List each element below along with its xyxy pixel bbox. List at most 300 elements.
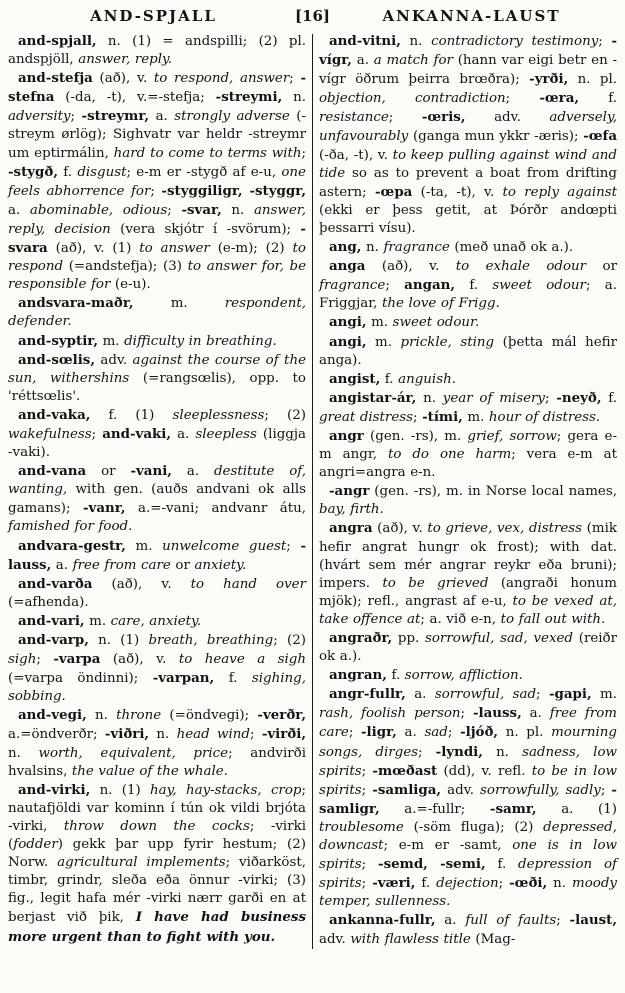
- text-run: angistar-ár,: [329, 389, 417, 406]
- text-run: and-varp,: [18, 632, 89, 648]
- text-run: angra: [329, 520, 373, 537]
- text-run: a. (1): [536, 801, 617, 817]
- text-run: sweet odour: [492, 278, 586, 294]
- text-run: ;: [301, 145, 306, 161]
- column-divider: [312, 34, 313, 949]
- dictionary-entry: [319, 427, 617, 482]
- text-run: and-virki,: [18, 781, 91, 798]
- text-run: a.: [396, 725, 425, 741]
- text-run: angi,: [329, 333, 367, 350]
- dictionary-entry: [8, 612, 306, 631]
- text-run: rash, foolish person: [319, 706, 461, 722]
- text-run: -væri,: [372, 875, 416, 892]
- text-run: ;: [498, 876, 510, 892]
- text-run: sleepless: [195, 426, 257, 442]
- text-run: dejection: [436, 876, 499, 892]
- text-run: -samligr,: [319, 781, 617, 817]
- text-run: n. (1) = andspilli; (2) pl. andspjöll,: [8, 34, 306, 68]
- text-run: unwelcome guest: [162, 538, 287, 554]
- text-run: the value of the whale.: [71, 763, 228, 779]
- text-run: fodder: [13, 837, 58, 853]
- text-run: ;: [150, 183, 162, 199]
- text-run: to heave a sigh: [178, 652, 307, 668]
- text-run: n.: [482, 744, 523, 760]
- text-run: troublesome: [319, 819, 404, 835]
- dictionary-entry: [8, 781, 306, 947]
- text-run: -stygð,: [8, 163, 59, 180]
- text-run: free from care: [319, 706, 617, 741]
- text-run: against the course of the sun, withershins: [8, 352, 306, 386]
- header-right-guideword: ANKANNA-LAUST: [382, 7, 561, 25]
- text-run: adv.: [441, 782, 481, 798]
- text-run: ;: [556, 913, 570, 929]
- text-run: or: [86, 464, 131, 480]
- text-run: -œði,: [509, 875, 548, 892]
- text-run: n.: [361, 240, 384, 256]
- text-run: -samliga,: [372, 781, 442, 798]
- text-run: f.: [214, 671, 252, 687]
- text-run: ;: [361, 876, 373, 892]
- text-run: and-stefja: [18, 70, 93, 87]
- text-run: care, anxiety.: [110, 613, 202, 629]
- text-run: sad: [424, 725, 448, 741]
- text-run: (þetta mál hefir anga).: [319, 334, 617, 368]
- text-run: ;: [91, 426, 103, 442]
- text-run: with flawless title: [350, 931, 471, 947]
- column-left: [8, 32, 306, 949]
- text-run: and-syptir,: [18, 332, 99, 349]
- text-run: -semd, -semi,: [378, 856, 486, 873]
- text-run: resistance: [319, 110, 389, 126]
- text-run: (að), v.: [365, 259, 456, 275]
- text-run: (=andstefja); (3): [63, 259, 188, 275]
- text-run: ;: [286, 538, 301, 554]
- text-run: a.: [405, 687, 435, 703]
- text-run: anga: [329, 258, 366, 275]
- text-run: with gen. (auðs andvani ok alls gamans);: [8, 482, 306, 517]
- text-run: a.=öndverðr;: [8, 727, 105, 743]
- dictionary-entry: [319, 911, 617, 948]
- text-run: m.: [125, 538, 163, 554]
- text-run: (gen. -rs), m.: [363, 428, 468, 444]
- text-run: adversity: [8, 109, 71, 125]
- text-run: and-vaka,: [18, 406, 91, 423]
- text-run: ;: [361, 857, 379, 873]
- text-run: -œfa: [583, 128, 617, 145]
- text-run: fragrance: [383, 240, 450, 256]
- text-run: ;: [289, 71, 301, 87]
- text-run: a.: [171, 464, 214, 480]
- dictionary-entry: [8, 406, 306, 462]
- text-run: sorrow, affliction.: [404, 668, 523, 684]
- text-run: m.: [462, 409, 489, 425]
- text-run: -lauss,: [8, 537, 306, 573]
- text-run: ; andvirði hvalsins,: [8, 745, 306, 779]
- text-run: to keep pulling against wind and tide: [319, 147, 617, 181]
- text-run: and-vari,: [18, 612, 85, 629]
- dictionary-entry: [8, 351, 306, 406]
- text-run: (e-u).: [110, 277, 151, 293]
- text-run: ;: [361, 763, 373, 779]
- text-run: -vígr,: [319, 33, 618, 69]
- text-run: n.: [8, 745, 39, 761]
- text-run: f.: [58, 164, 78, 180]
- text-run: ;: [598, 34, 612, 49]
- text-run: sorrowfully, sadly: [480, 782, 601, 798]
- text-run: n. pl.: [498, 725, 552, 741]
- text-run: ;: [348, 725, 361, 741]
- text-run: year of misery: [442, 390, 545, 406]
- text-run: n. (1): [90, 782, 151, 798]
- text-run: free from care: [72, 557, 171, 573]
- text-run: one feels abhorrence for: [8, 164, 306, 199]
- text-run: (að), v.: [92, 71, 154, 87]
- text-run: -vani,: [130, 463, 172, 480]
- text-run: ankanna-fullr,: [329, 912, 436, 929]
- text-run: angr-fullr,: [329, 686, 406, 703]
- text-run: ) gekk þar upp fyrir hestum; (2) Norw.: [8, 837, 306, 871]
- text-run: f.: [386, 668, 405, 684]
- dictionary-entry: [319, 313, 617, 332]
- text-run: a.: [171, 426, 196, 442]
- text-run: worth, equivalent, price: [38, 745, 229, 761]
- text-run: -samr,: [489, 800, 537, 817]
- text-run: to hand over: [190, 576, 306, 592]
- text-run: to be vexed at, take offence at: [319, 593, 617, 627]
- text-run: ;: [460, 706, 473, 722]
- text-run: or: [170, 557, 195, 573]
- text-run: -œris,: [421, 109, 466, 126]
- dictionary-entry: [319, 389, 617, 427]
- text-run: destitute of, wanting,: [8, 464, 306, 498]
- text-run: f.: [579, 91, 617, 107]
- text-run: sigh: [8, 652, 37, 668]
- text-run: respondent, defender.: [8, 296, 306, 330]
- text-run: abominable, odious: [29, 202, 168, 218]
- text-run: -tími,: [422, 408, 463, 425]
- text-run: m.: [84, 613, 111, 629]
- text-run: ; gera e-m angr,: [319, 428, 617, 463]
- text-run: n. pl.: [568, 72, 617, 88]
- text-run: to respond: [8, 241, 306, 275]
- text-run: adversely, unfavourably: [319, 110, 617, 145]
- text-run: bay, firth.: [319, 502, 384, 518]
- text-run: depressed, downcast: [319, 819, 617, 854]
- text-run: sleeplessness: [172, 407, 265, 423]
- text-run: a.=-fullr;: [379, 801, 490, 817]
- text-run: ;: [505, 91, 540, 107]
- text-run: sweet odour.: [392, 315, 480, 331]
- text-run: -gapi,: [548, 686, 592, 703]
- text-run: m.: [98, 333, 125, 349]
- text-run: -œpa: [375, 183, 413, 200]
- text-run: agricultural implements: [57, 855, 226, 871]
- text-run: answer, reply.: [78, 52, 173, 68]
- text-run: ang,: [329, 239, 362, 256]
- text-run: to answer for, be responsible for: [8, 259, 306, 293]
- text-run: ; (2): [273, 633, 306, 648]
- text-run: -angr: [329, 483, 370, 500]
- text-run: (-da, -t), v.=-stefja;: [54, 90, 216, 106]
- text-run: and-vaki,: [102, 425, 172, 442]
- text-run: (-streym ørlög); Sighvatr var heldr -streymr um eptirmálin,: [8, 109, 306, 161]
- text-run: depression of spirits: [319, 857, 617, 892]
- text-run: -styggiligr, -styggr,: [161, 182, 306, 199]
- text-run: angr: [329, 427, 364, 444]
- text-run: -svara: [8, 220, 306, 257]
- text-run: throw down the cocks: [63, 818, 250, 834]
- text-run: -varpa: [53, 651, 101, 668]
- text-run: and-vegi,: [18, 707, 87, 724]
- text-run: f.: [455, 278, 493, 294]
- text-run: (hann var eigi betr en -vígr öðrum þeirra brœðra);: [319, 53, 617, 88]
- text-run: f. (1): [90, 407, 173, 423]
- text-run: m.: [366, 334, 401, 350]
- dictionary-entry: [319, 482, 617, 519]
- text-run: (=varpa öndinni);: [8, 671, 153, 687]
- text-run: (=öndvegi);: [161, 708, 258, 724]
- text-run: -yrði,: [529, 71, 569, 88]
- text-run: fragrance: [319, 278, 386, 294]
- dictionary-entry: [319, 629, 617, 666]
- text-run: -stefna: [8, 70, 307, 106]
- text-run: a match for: [373, 53, 453, 69]
- text-run: -viðri,: [104, 726, 150, 743]
- text-run: -lyndi,: [435, 743, 483, 760]
- text-run: ; nautafjöldi var kominn í tún ok vildi brjóta -virki,: [8, 782, 306, 834]
- text-run: to reply against: [502, 184, 617, 200]
- dictionary-entry: [8, 575, 306, 612]
- text-run: -varpan,: [152, 670, 215, 687]
- text-run: f.: [380, 371, 399, 387]
- text-run: -ljóð,: [460, 724, 499, 741]
- text-run: hard to come to terms with: [113, 145, 302, 161]
- text-run: famished for food.: [8, 519, 133, 535]
- page-number: [16]: [294, 7, 331, 25]
- text-run: full of faults: [465, 913, 557, 929]
- text-run: (að), v.: [92, 576, 191, 592]
- text-run: m.: [133, 296, 225, 312]
- text-run: sighing, sobbing.: [8, 671, 306, 705]
- text-run: (-söm fluga); (2): [403, 819, 544, 835]
- text-run: (-ða, -t), v.: [319, 147, 393, 163]
- text-run: (vera skjótr í -svörum);: [110, 221, 301, 237]
- text-run: to exhale odour: [455, 259, 587, 275]
- dictionary-entry: [319, 519, 617, 629]
- text-run: (Mag-: [470, 931, 516, 947]
- text-run: difficulty in breathing.: [124, 333, 277, 349]
- text-run: grief, sorrow: [467, 428, 557, 444]
- text-run: mourning songs, dirges: [319, 725, 617, 760]
- text-run: the love of Frigg.: [382, 296, 500, 312]
- text-run: or: [586, 259, 617, 275]
- text-run: f.: [415, 876, 437, 892]
- text-run: (að), v.: [100, 652, 179, 668]
- text-run: (að), v.: [372, 521, 428, 537]
- text-run: to respond, answer: [153, 71, 290, 87]
- text-run: ;: [413, 409, 423, 425]
- text-run: one is in low spirits: [319, 838, 617, 873]
- text-run: f.: [601, 390, 618, 406]
- text-run: ; viðarköst, timbr, grindr, sleða eða önnur -virki; (3) fig., legit hafa mér -virki nærr garði en at berjast við þik,: [8, 855, 306, 926]
- text-run: (angraði honum mjök); refl., angrast af e-u,: [319, 575, 617, 609]
- dictionary-entry: [8, 706, 306, 780]
- text-run: ;: [385, 278, 405, 294]
- dictionary-entry: [8, 537, 306, 575]
- dictionary-entry: [319, 257, 617, 313]
- text-run: a.: [521, 706, 550, 722]
- text-run: ;: [536, 687, 549, 703]
- text-run: ; a. Friggjar,: [319, 278, 617, 312]
- text-run: ; (2): [264, 407, 306, 423]
- text-run: ;: [388, 110, 422, 126]
- dictionary-entry: [319, 238, 617, 257]
- text-run: a.=-vani; andvanr átu,: [125, 501, 307, 517]
- dictionary-entry: [8, 332, 306, 351]
- text-run: and-sœlis,: [18, 351, 96, 368]
- dictionary-entry: [8, 294, 306, 331]
- text-run: ;: [36, 652, 54, 668]
- text-run: f.: [485, 857, 519, 873]
- text-run: to grieve, vex, distress: [427, 521, 583, 537]
- text-run: -virði,: [261, 726, 306, 743]
- text-run: ;: [544, 390, 557, 406]
- text-run: great distress: [319, 409, 413, 425]
- text-run: strongly adverse: [174, 109, 290, 125]
- text-run: a.: [51, 557, 73, 573]
- text-run: n.: [400, 34, 432, 49]
- text-run: n.: [547, 876, 573, 892]
- text-run: moody temper, sullenness.: [319, 876, 617, 910]
- text-run: -ligr,: [361, 724, 397, 741]
- text-run: -œra,: [539, 90, 580, 107]
- text-run: ; -virki (: [8, 818, 307, 853]
- text-run: -neyð,: [556, 389, 602, 406]
- text-run: -mœðast: [372, 762, 438, 779]
- text-run: adv.: [465, 110, 550, 126]
- text-run: ;: [70, 109, 82, 125]
- text-run: n.: [221, 202, 254, 218]
- text-run: (mik hefir angrat hungr ok frost); with dat. (hvárt sem mér angrar reykr eða bruni); impers.: [319, 521, 617, 591]
- dictionary-entry: [8, 32, 306, 69]
- dictionary-entry: [8, 69, 306, 294]
- text-run: objection, contradiction: [319, 91, 506, 107]
- text-columns: [8, 32, 617, 949]
- text-run: (-ta, -t), v.: [412, 184, 503, 200]
- text-run: -verðr,: [257, 707, 306, 724]
- dictionary-entry: [8, 462, 306, 536]
- text-run: ;: [249, 727, 262, 743]
- dictionary-entry: [8, 631, 306, 706]
- text-run: pp.: [392, 631, 425, 646]
- text-run: head wind: [176, 727, 250, 743]
- text-run: n.: [282, 90, 306, 106]
- text-run: andsvara-maðr,: [18, 295, 134, 312]
- text-run: (e-m); (2): [209, 241, 293, 257]
- text-run: (=rangsœlis), opp. to 'réttsœlis'.: [8, 370, 306, 404]
- text-run: sorrowful, sad: [434, 687, 537, 703]
- text-run: ;: [447, 725, 461, 741]
- text-run: n. (1): [88, 633, 149, 648]
- text-run: angist,: [329, 370, 381, 387]
- text-run: adv.: [319, 931, 351, 947]
- text-run: hour of distress.: [488, 409, 601, 425]
- text-run: prickle, sting: [400, 334, 495, 350]
- text-run: to answer: [139, 241, 210, 257]
- text-run: andvara-gestr,: [18, 537, 126, 554]
- text-run: answer, reply, decision: [8, 202, 306, 237]
- text-run: to be grieved: [382, 575, 489, 591]
- text-run: n.: [86, 708, 117, 724]
- header-left-guideword: AND-SPJALL: [90, 7, 217, 25]
- text-run: (gen. -rs), m. in Norse local names,: [369, 484, 617, 500]
- text-run: ;: [600, 782, 612, 798]
- text-run: and-varða: [18, 575, 93, 592]
- text-run: hay, hay-stacks, crop: [150, 782, 302, 798]
- page-header: [8, 7, 617, 25]
- text-run: (að), v. (1): [47, 241, 140, 257]
- text-run: wakefulness: [8, 426, 92, 442]
- text-run: so as to prevent a boat from drifting astern;: [319, 165, 617, 200]
- text-run: a.: [149, 109, 175, 125]
- text-run: (dd), v. refl.: [437, 763, 532, 779]
- text-run: and-spjall,: [18, 33, 97, 49]
- text-run: angran,: [329, 667, 387, 684]
- text-run: to do one harm: [387, 447, 512, 463]
- text-run: breath, breathing: [148, 633, 274, 648]
- text-run: ; vera e-m at angri=angra e-n.: [319, 447, 617, 481]
- dictionary-entry: [319, 370, 617, 389]
- text-run: (ganga mun ykkr -æris);: [408, 129, 584, 145]
- text-run: (=afhenda).: [8, 594, 89, 610]
- text-run: ; e-m er -stygð af e-u,: [126, 164, 282, 180]
- text-run: -streymi,: [215, 89, 283, 106]
- text-run: angi,: [329, 314, 367, 331]
- text-run: anxiety.: [194, 557, 247, 573]
- text-run: I have had business more urgent than to fight with you.: [8, 909, 306, 945]
- text-run: ;: [167, 202, 182, 218]
- text-run: disgust: [77, 164, 127, 180]
- text-run: contradictory testimony: [431, 34, 599, 49]
- text-run: -vanr,: [83, 500, 126, 517]
- dictionary-entry: [319, 333, 617, 370]
- text-run: -svar,: [181, 201, 222, 218]
- text-run: (ekki er þess getit, at Þórðr andœpti þessarri vísu).: [319, 202, 617, 236]
- text-run: ;: [418, 744, 436, 760]
- text-run: adv.: [95, 352, 133, 368]
- text-run: to be in low spirits: [319, 763, 617, 798]
- text-run: m.: [366, 315, 393, 331]
- text-run: to fall out with.: [500, 611, 606, 627]
- text-run: a.: [351, 53, 374, 69]
- text-run: a.: [435, 913, 466, 929]
- text-run: -laust,: [569, 912, 617, 929]
- text-run: throne: [116, 708, 162, 724]
- text-run: (með unað ok a.).: [449, 240, 574, 256]
- dictionary-entry: [319, 685, 617, 911]
- dictionary-entry: [319, 666, 617, 685]
- text-run: sadness, low spirits: [319, 744, 617, 779]
- text-run: anguish.: [398, 371, 456, 387]
- text-run: n.: [149, 727, 177, 743]
- text-run: ; a. við e-n,: [420, 611, 501, 627]
- text-run: -streymr,: [81, 108, 150, 125]
- text-run: a.: [8, 202, 30, 218]
- text-run: angan,: [404, 277, 456, 294]
- text-run: and-vana: [18, 463, 87, 480]
- text-run: and-vitni,: [329, 33, 401, 49]
- text-run: ;: [361, 782, 373, 798]
